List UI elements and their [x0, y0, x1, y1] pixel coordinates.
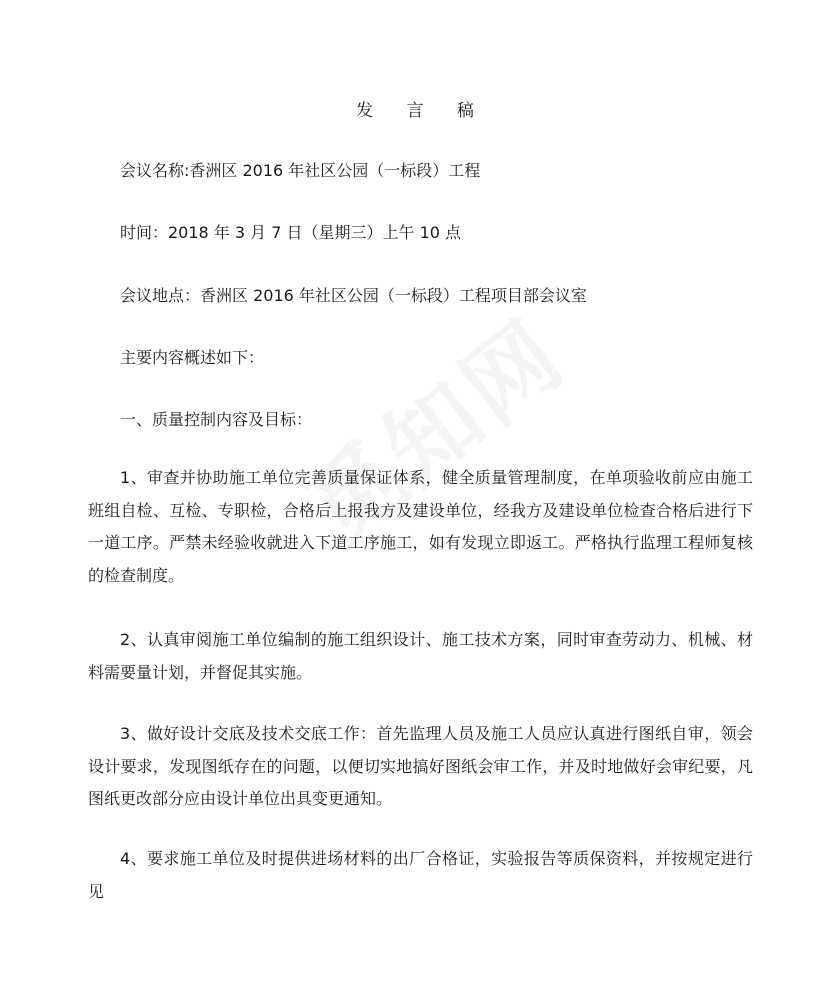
paragraph-2: 2、认真审阅施工单位编制的施工组织设计、施工技术方案，同时审查劳动力、机械、材料需要量计划，并督促其实施。 — [88, 630, 753, 682]
meeting-location: 会议地点：香洲区 2016 年社区公园（一标段）工程项目部会议室 — [120, 286, 587, 305]
paragraph-4: 4、要求施工单位及时提供进场材料的出厂合格证，实验报告等质保资料，并按规定进行见 — [88, 849, 753, 901]
paragraph-1: 1、审查并协助施工单位完善质量保证体系，健全质量管理制度，在单项验收前应由施工班组自检、互检、专职检，合格后上报我方及建设单位，经我方及建设单位检查合格后进行下一道工序。严禁未经验收就进入下道工序施工，如有发现立即返工。严格执行监理工程师复核的检查制度。 — [88, 468, 753, 585]
meeting-name: 会议名称:香洲区 2016 年社区公园（一标段）工程 — [120, 161, 481, 180]
section-heading: 一、质量控制内容及目标： — [120, 410, 313, 429]
document-title: 发 言 稿 — [356, 101, 488, 121]
meeting-time: 时间：2018 年 3 月 7 日（星期三）上午 10 点 — [120, 223, 462, 242]
summary-heading: 主要内容概述如下： — [120, 348, 265, 367]
paragraph-3: 3、做好设计交底及技术交底工作：首先监理人员及施工人员应认真进行图纸自审，领会设计要求，发现图纸存在的问题，以便切实地搞好图纸会审工作，并及时地做好会审纪要，凡图纸更改部分应由设计单位出具变更通知。 — [88, 724, 753, 808]
